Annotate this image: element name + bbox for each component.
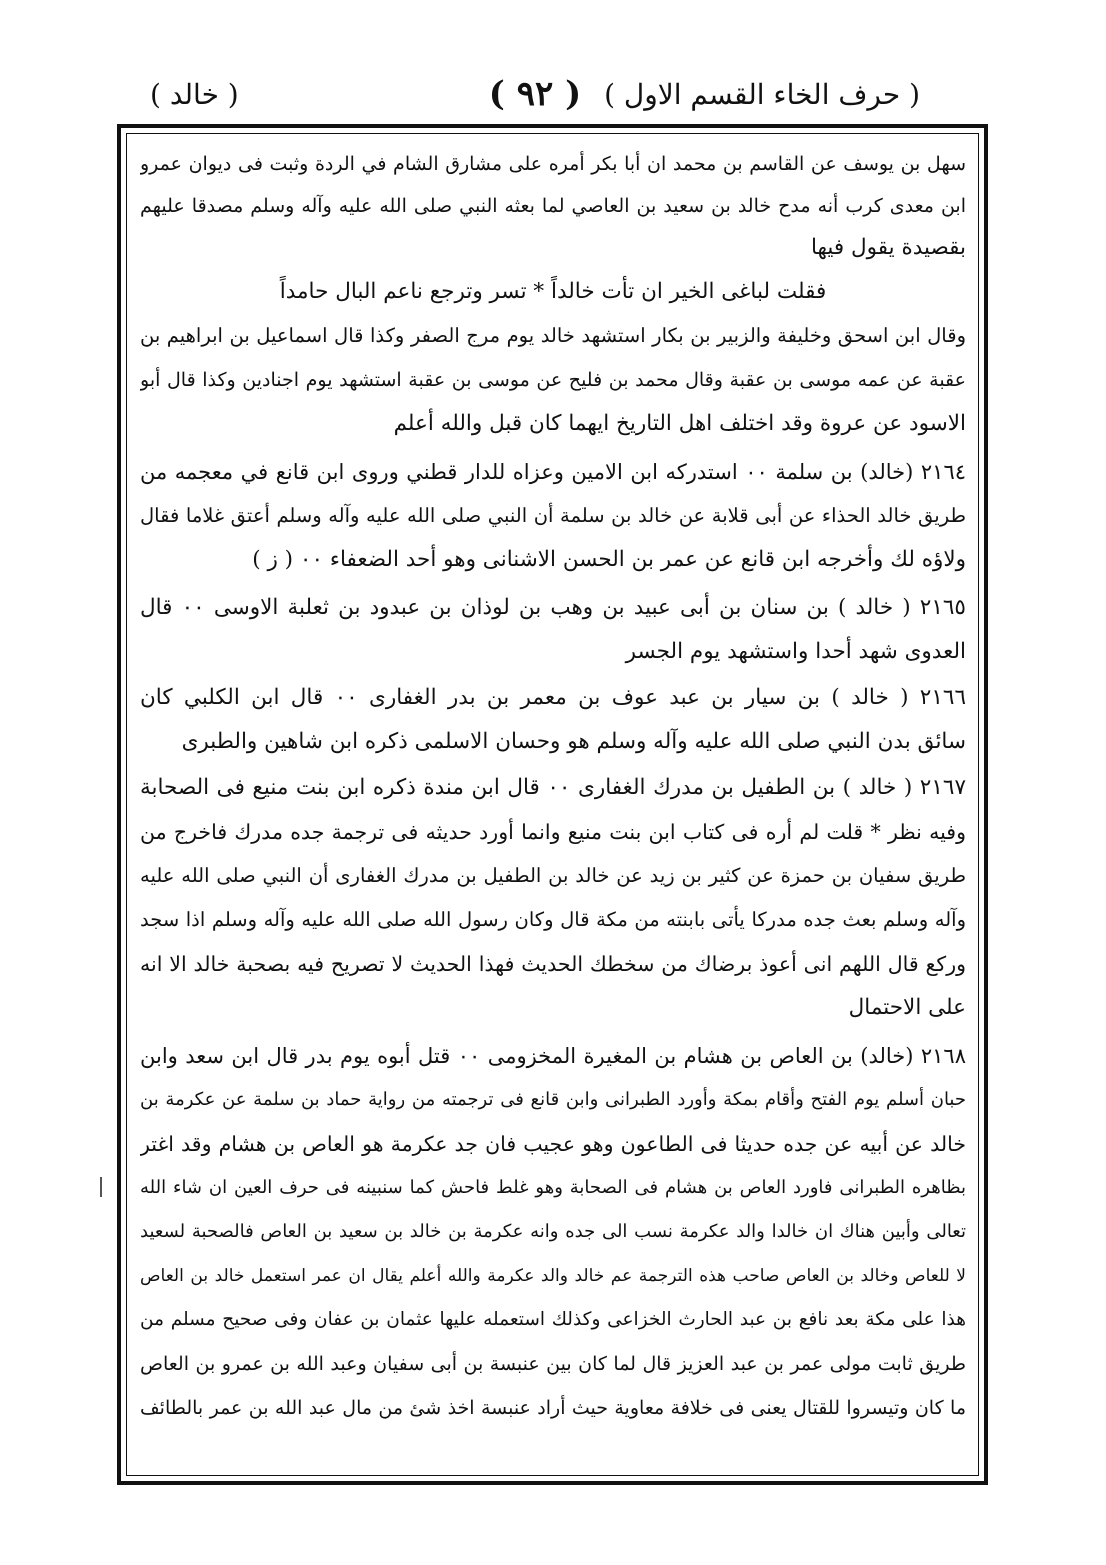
text-line: ابن معدى كرب أنه مدح خالد بن سعيد بن العاصي لما بعثه النبي صلى الله عليه وآله وسلم مصدقا عليهم [140, 195, 966, 217]
text-line: وركع قال اللهم انى أعوذ برضاك من سخطك الحديث فهذا الحديث لا تصريح فيه بصحبة خالد الا انه [140, 952, 966, 976]
body-text [140, 140, 966, 1470]
text-line: العدوى شهد أحدا واستشهد يوم الجسر [625, 639, 966, 664]
text-line: بظاهره الطبرانى فاورد العاص بن هشام فى الصحابة وهو غلط فاحش كما سنبينه فى حرف العين ان شاء الله [140, 1177, 966, 1198]
text-line: وآله وسلم بعث جده مدركا يأتى بابنته من مكة قال وكان رسول الله صلى الله عليه وآله وسلم اذا سجد [140, 908, 966, 931]
entry-line-2165: ٢١٦٥ ( خالد ) بن سنان بن أبى عبيد بن وهب بن لوذان بن عبدود بن ثعلبة الاوسى ٠٠ قال [140, 595, 966, 620]
text-line: سهل بن يوسف عن القاسم بن محمد ان أبا بكر أمره على مشارق الشام في الردة وثبت فى ديوان عمرو [140, 153, 966, 175]
entry-line-2168: ٢١٦٨ (خالد) بن العاص بن هشام بن المغيرة المخزومى ٠٠ قتل أبوه يوم بدر قال ابن سعد وابن [140, 1044, 966, 1068]
text-line: طريق خالد الحذاء عن أبى قلابة عن خالد بن سلمة أن النبي صلى الله عليه وآله وسلم أعتق غلاما فقال [140, 504, 966, 527]
text-line: تعالى وأبين هناك ان خالدا والد عكرمة نسب الى جده وانه عكرمة بن خالد بن سعيد بن العاص فالصحبة لسعيد [140, 1221, 966, 1242]
text-line: طريق ثابت مولى عمر بن عبد العزيز قال لما كان بين عنبسة بن أبى سفيان وعبد الله بن عمرو بن العاص [140, 1353, 966, 1375]
text-line: طريق سفيان بن حمزة عن كثير بن زيد عن خالد بن الطفيل بن مدرك الغفارى أن النبي صلى الله عليه [140, 864, 966, 887]
text-line: سائق بدن النبي صلى الله عليه وآله وسلم هو وحسان الاسلمى ذكره ابن شاهين والطبرى [181, 729, 966, 754]
text-line: حبان أسلم يوم الفتح وأقام بمكة وأورد الطبرانى وابن قانع فى ترجمته من رواية حماد بن سلمة عن عكرمة بن [140, 1089, 966, 1110]
text-line: بقصيدة يقول فيها [810, 235, 966, 260]
text-line: على الاحتمال [848, 995, 966, 1020]
text-line: الاسود عن عروة وقد اختلف اهل التاريخ ايهما كان قبل والله أعلم [393, 411, 966, 436]
text-line: وقال ابن اسحق وخليفة والزبير بن بكار استشهد خالد يوم مرج الصفر وكذا قال اسماعيل بن ابراهيم بن [140, 324, 966, 347]
entry-line-2166: ٢١٦٦ ( خالد ) بن سيار بن عبد عوف بن معمر بن بدر الغفارى ٠٠ قال ابن الكلبي كان [140, 685, 966, 710]
page-number: ( ٩٢ ) [488, 74, 582, 114]
text-line: ولاؤه لك وأخرجه ابن قانع عن عمر بن الحسن الاشنانى وهو أحد الضعفاء ٠٠ ( ز ) [252, 547, 966, 572]
entry-line-2164: ٢١٦٤ (خالد) بن سلمة ٠٠ استدركه ابن الامين وعزاه للدار قطني وروى ابن قانع في معجمه من [140, 460, 966, 484]
header-entry-name: ( خالد ) [150, 78, 239, 111]
text-line: لا للعاص وخالد بن العاص صاحب هذه الترجمة عم خالد والد عكرمة والله أعلم يقال ان عمر استعمل خالد بن العاص [140, 1266, 966, 1286]
text-line: وفيه نظر * قلت لم أره فى كتاب ابن بنت منيع وانما أورد حديثه فى ترجمة جده مدرك فاخرج من [140, 820, 966, 844]
page-header [150, 74, 920, 128]
text-line: عقبة عن عمه موسى بن عقبة وقال محمد بن فليح عن موسى بن عقبة استشهد يوم اجنادين وكذا قال أبو [140, 369, 966, 391]
margin-mark [100, 1177, 102, 1197]
header-section-title: ( حرف الخاء القسم الاول ) [604, 78, 920, 111]
text-line: هذا على مكة بعد نافع بن عبد الحارث الخزاعى وكذلك استعمله عليها عثمان بن عفان وفى صحيح مسلم من [140, 1309, 966, 1330]
text-line: ما كان وتيسروا للقتال يعنى فى خلافة معاوية حيث أراد عنبسة اخذ شئ من مال عبد الله بن عمر بالطائف [140, 1397, 966, 1419]
verse-line: فقلت لباغى الخير ان تأت خالداً * تسر وترجع ناعم البال حامداً [279, 279, 827, 304]
entry-line-2167: ٢١٦٧ ( خالد ) بن الطفيل بن مدرك الغفارى ٠٠ قال ابن مندة ذكره ابن بنت منيع فى الصحابة [140, 775, 966, 800]
text-line: خالد عن أبيه عن جده حديثا فى الطاعون وهو عجيب فان جد عكرمة هو العاص بن هشام وقد اغتر [140, 1132, 966, 1156]
